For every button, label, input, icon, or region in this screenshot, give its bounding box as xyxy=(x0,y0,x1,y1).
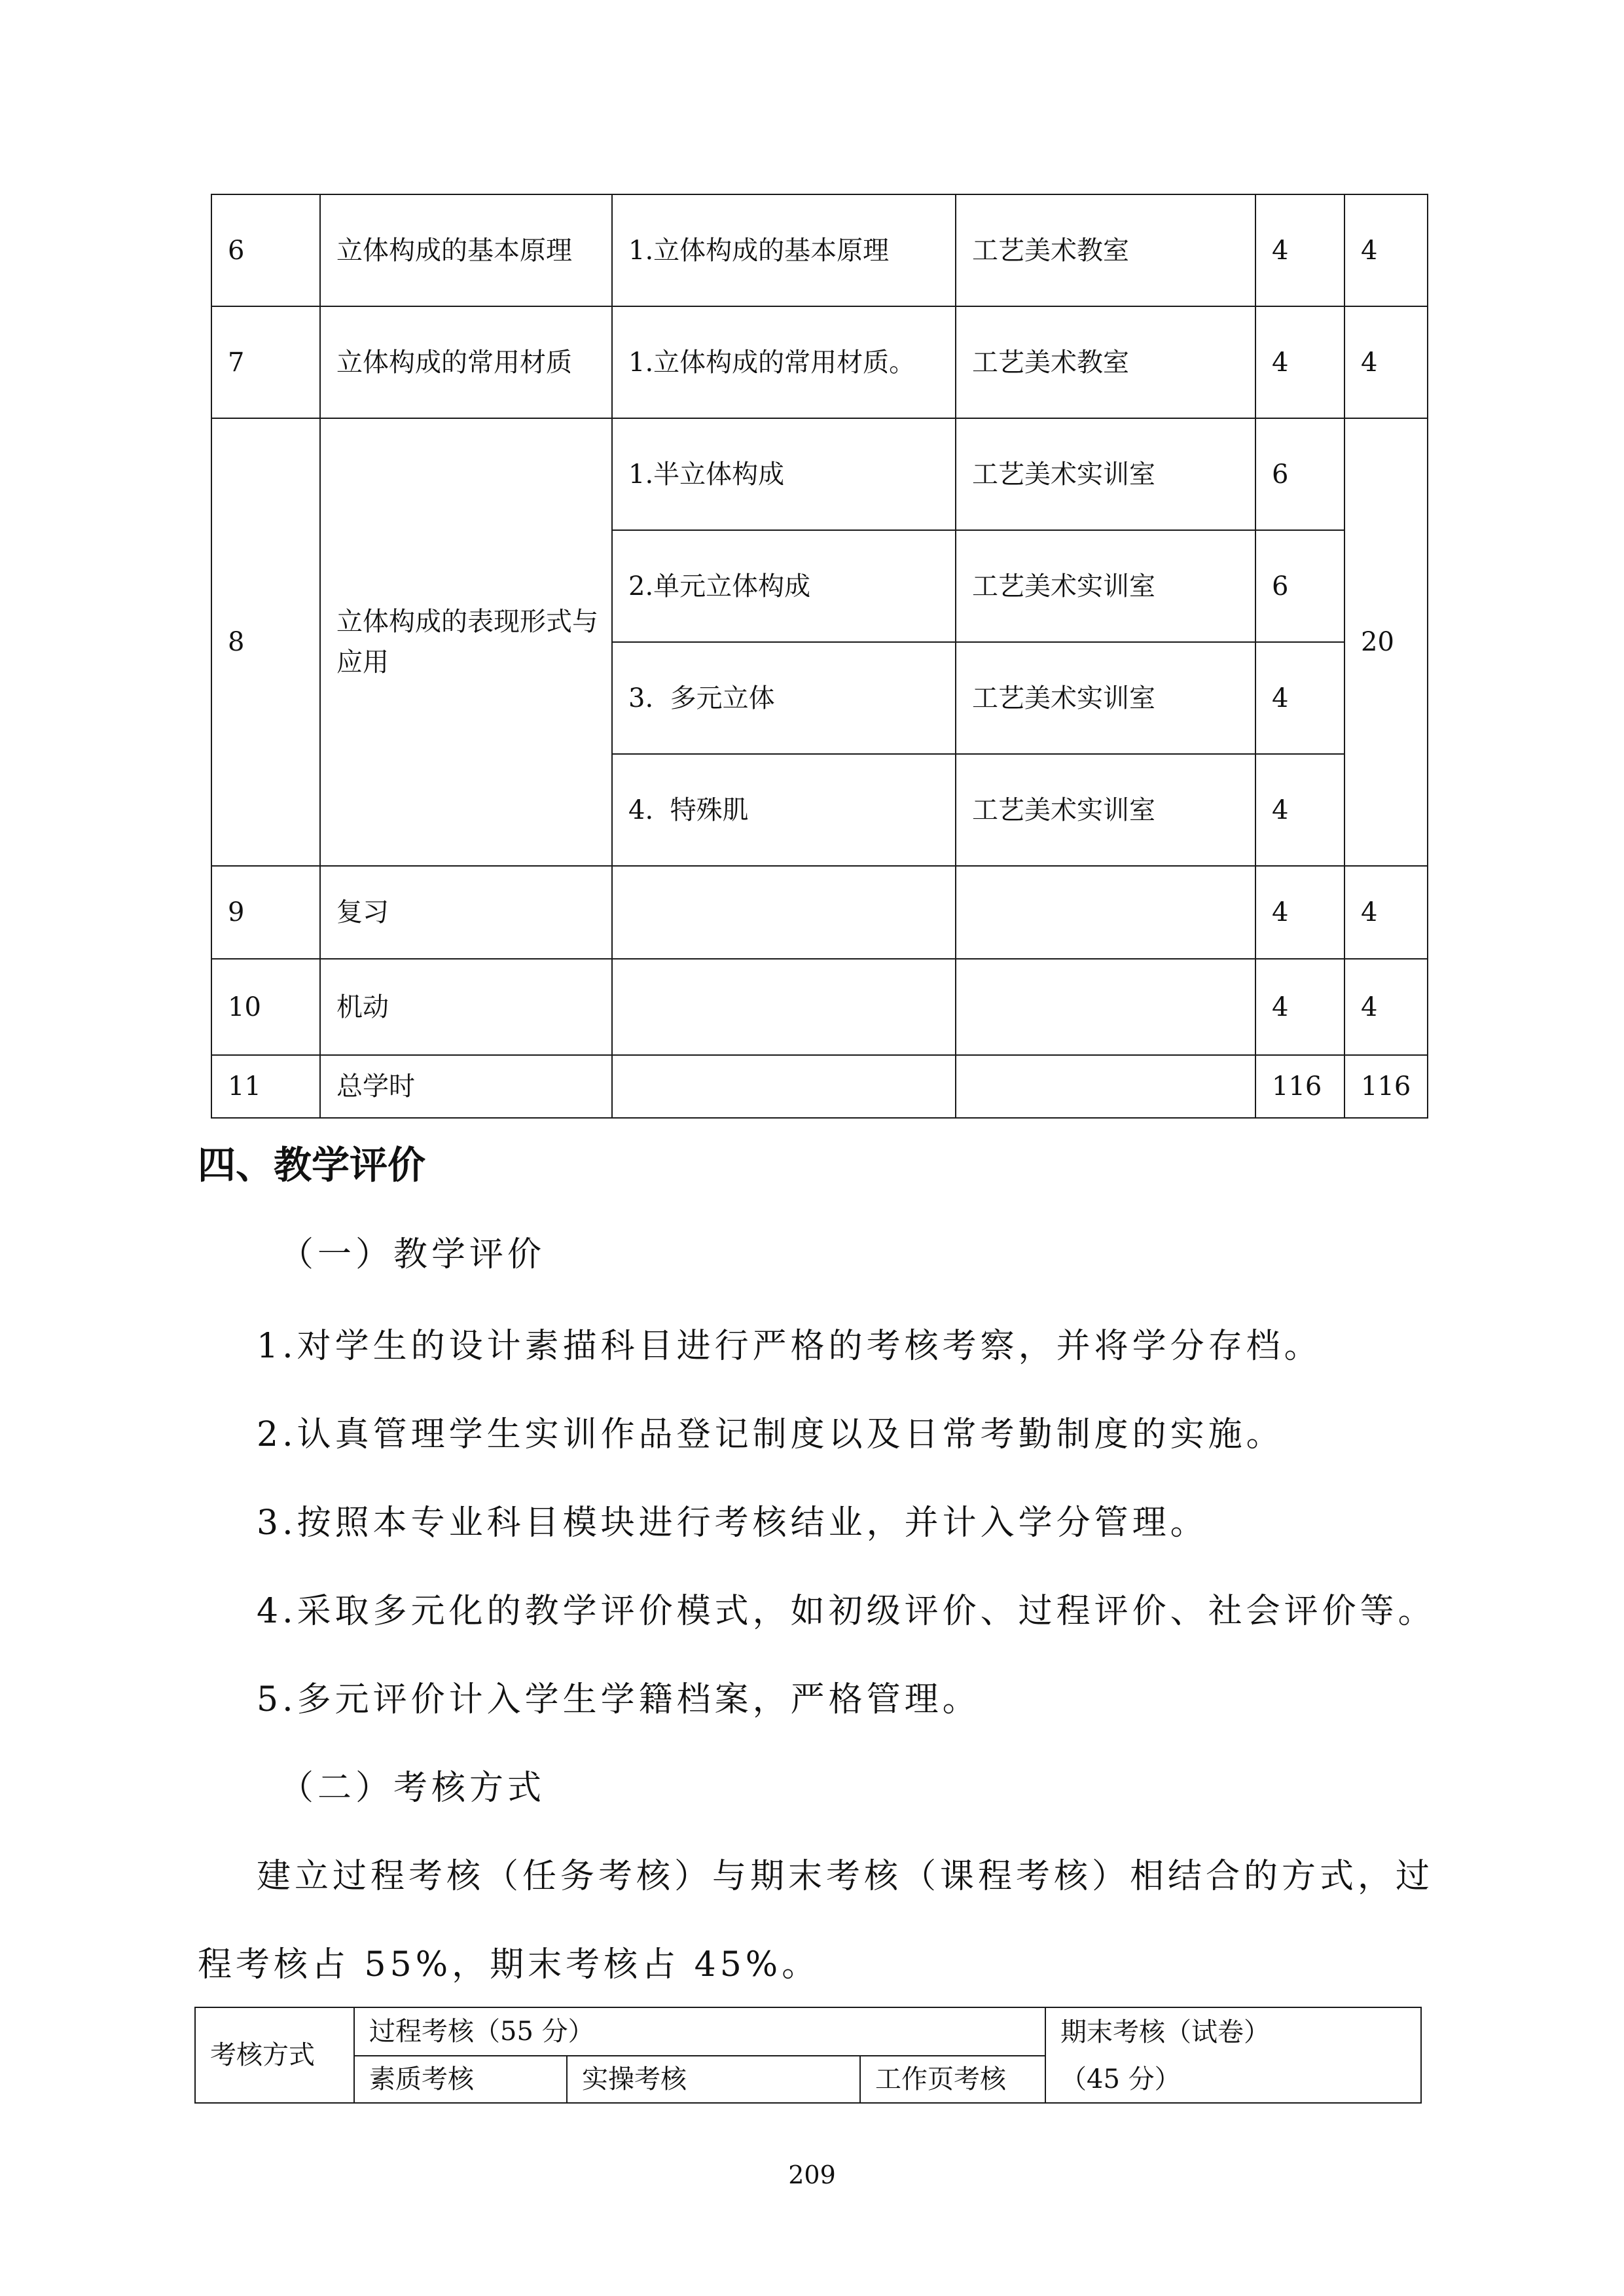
content-cell xyxy=(612,1055,956,1118)
hours-cell: 4 xyxy=(1255,642,1344,754)
topic-cell: 立体构成的表现形式与应用 xyxy=(320,418,612,866)
table-row xyxy=(211,418,1428,530)
list-item: 3.按照本专业科目模块进行考核结业，并计入学分管理。 xyxy=(257,1503,1208,1543)
total-hours-cell: 4 xyxy=(1344,959,1428,1055)
total-hours-cell: 4 xyxy=(1344,866,1428,959)
final-assessment-score-cell: （45 分） xyxy=(1045,2056,1421,2103)
total-hours-cell: 4 xyxy=(1344,194,1428,306)
content-cell: 1.立体构成的常用材质。 xyxy=(612,306,956,418)
location-cell xyxy=(956,959,1255,1055)
sub-heading-teaching-evaluation: （一）教学评价 xyxy=(280,1235,546,1274)
process-assessment-cell: 过程考核（55 分） xyxy=(354,2007,1045,2056)
location-cell xyxy=(956,866,1255,959)
content-cell: 4. 特殊肌 xyxy=(612,754,956,866)
location-cell: 工艺美术实训室 xyxy=(956,418,1255,530)
table-row xyxy=(211,306,1428,418)
location-cell: 工艺美术教室 xyxy=(956,306,1255,418)
row-number: 9 xyxy=(211,866,320,959)
row-number: 10 xyxy=(211,959,320,1055)
topic-cell: 总学时 xyxy=(320,1055,612,1118)
row-number: 7 xyxy=(211,306,320,418)
table-row xyxy=(195,2056,1421,2103)
list-item: 5.多元评价计入学生学籍档案，严格管理。 xyxy=(257,1680,981,1719)
table-row xyxy=(211,1055,1428,1118)
hours-cell: 4 xyxy=(1255,866,1344,959)
location-cell: 工艺美术实训室 xyxy=(956,642,1255,754)
table-row xyxy=(211,866,1428,959)
hours-cell: 6 xyxy=(1255,530,1344,642)
course-schedule-table xyxy=(211,194,1428,1119)
final-assessment-cell: 期末考核（试卷） xyxy=(1045,2007,1421,2056)
location-cell: 工艺美术实训室 xyxy=(956,754,1255,866)
hours-cell: 6 xyxy=(1255,418,1344,530)
row-number: 6 xyxy=(211,194,320,306)
list-item: 4.采取多元化的教学评价模式，如初级评价、过程评价、社会评价等。 xyxy=(257,1592,1436,1631)
worksheet-assessment-cell: 工作页考核 xyxy=(860,2056,1045,2103)
table-row xyxy=(211,194,1428,306)
paragraph-line: 建立过程考核（任务考核）与期末考核（课程考核）相结合的方式，过 xyxy=(257,1857,1434,1896)
topic-cell: 立体构成的常用材质 xyxy=(320,306,612,418)
assessment-table xyxy=(194,2007,1422,2104)
method-label-cell: 考核方式 xyxy=(195,2007,354,2103)
total-hours-cell: 116 xyxy=(1344,1055,1428,1118)
row-number: 11 xyxy=(211,1055,320,1118)
table-row xyxy=(211,959,1428,1055)
row-number: 8 xyxy=(211,418,320,866)
list-item: 1.对学生的设计素描科目进行严格的考核考察，并将学分存档。 xyxy=(257,1327,1322,1366)
sub-heading-assessment-method: （二）考核方式 xyxy=(280,1768,546,1808)
table-row xyxy=(195,2007,1421,2056)
content-cell: 1.立体构成的基本原理 xyxy=(612,194,956,306)
practical-assessment-cell: 实操考核 xyxy=(567,2056,860,2103)
topic-cell: 机动 xyxy=(320,959,612,1055)
list-item: 2.认真管理学生实训作品登记制度以及日常考勤制度的实施。 xyxy=(257,1415,1284,1454)
total-hours-cell: 4 xyxy=(1344,306,1428,418)
location-cell: 工艺美术实训室 xyxy=(956,530,1255,642)
hours-cell: 116 xyxy=(1255,1055,1344,1118)
topic-cell: 复习 xyxy=(320,866,612,959)
content-cell xyxy=(612,959,956,1055)
content-cell: 1.半立体构成 xyxy=(612,418,956,530)
page-number: 209 xyxy=(788,2161,836,2189)
hours-cell: 4 xyxy=(1255,194,1344,306)
hours-cell: 4 xyxy=(1255,959,1344,1055)
paragraph-line: 程考核占 55%，期末考核占 45%。 xyxy=(198,1945,820,1984)
section-heading: 四、教学评价 xyxy=(198,1143,426,1187)
content-cell xyxy=(612,866,956,959)
content-cell: 2.单元立体构成 xyxy=(612,530,956,642)
location-cell: 工艺美术教室 xyxy=(956,194,1255,306)
quality-assessment-cell: 素质考核 xyxy=(354,2056,567,2103)
topic-cell: 立体构成的基本原理 xyxy=(320,194,612,306)
total-hours-cell: 20 xyxy=(1344,418,1428,866)
hours-cell: 4 xyxy=(1255,754,1344,866)
location-cell xyxy=(956,1055,1255,1118)
content-cell: 3. 多元立体 xyxy=(612,642,956,754)
hours-cell: 4 xyxy=(1255,306,1344,418)
